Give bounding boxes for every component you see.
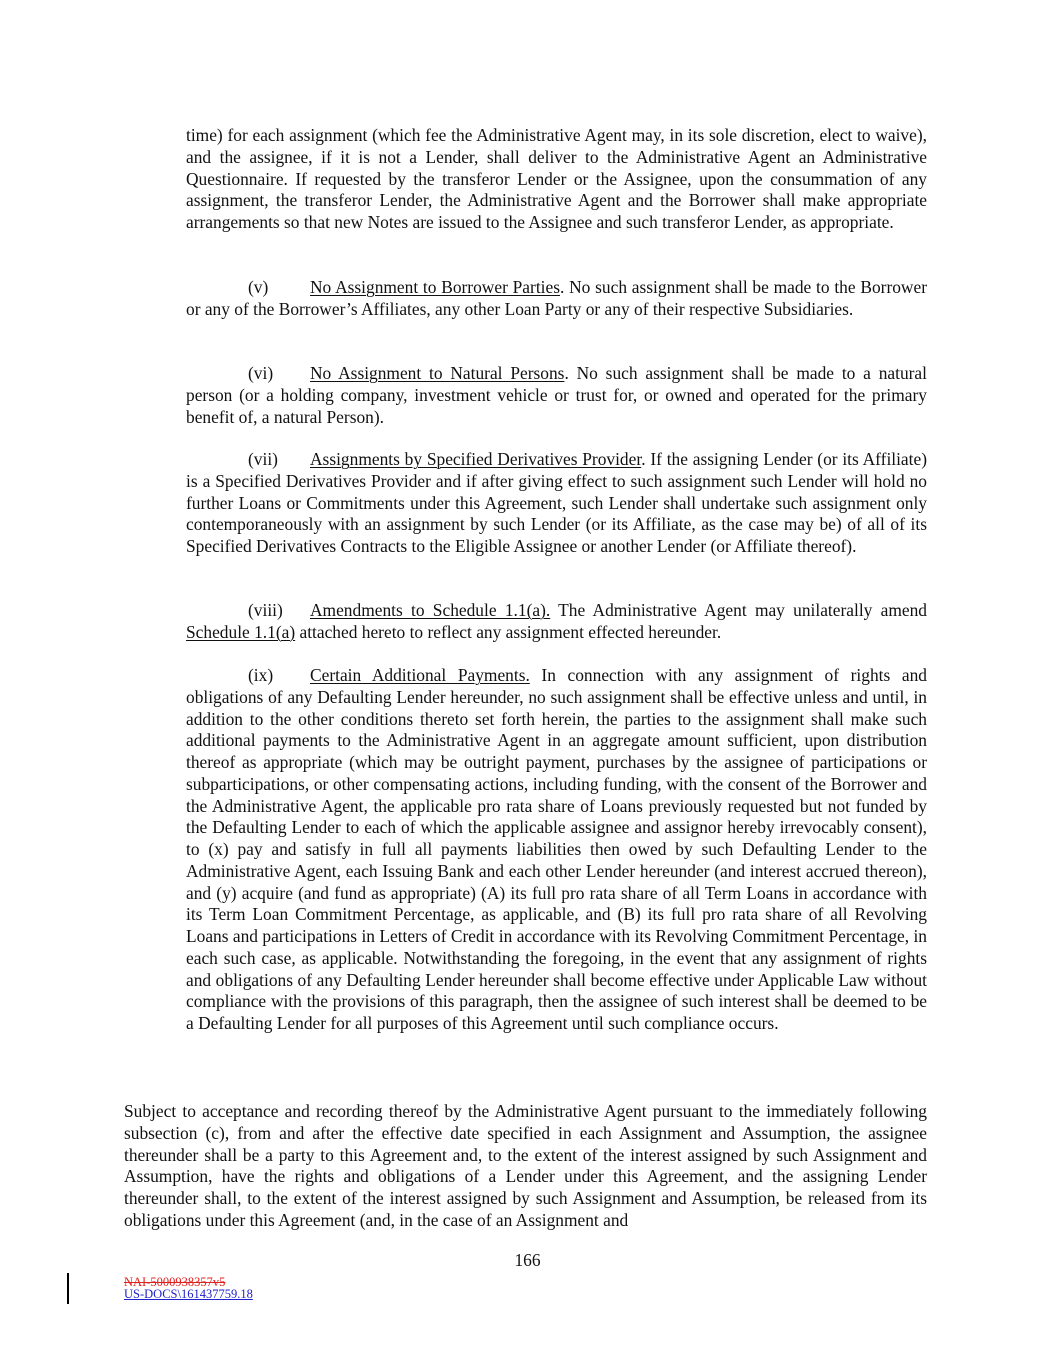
clause-ix-body: In connection with any assignment of rights and obligations of any Defaulting Lender hereunder, no such assignment shall be effective unless and until, in addition to the other conditions thereto set forth herein, the parties to the assignment shall make such additional payments to the Administrative Agent in an aggregate amount sufficient, upon distribution thereof as appropriate (which may be outright payment, purchases by the assignee of participations or subparticipations, or other compensating actions, including funding, with the consent of the Borrower and the Administrative Agent, the applicable pro rata share of Loans previously requested but not funded by the Defaulting Lender to each of which the applicable assignee and assignor hereby irrevocably consent), to (x) pay and satisfy in full all payments liabilities then owed by such Defaulting Lender to the Administrative Agent, each Issuing Bank and each other Lender hereunder (and interest accrued thereon), and (y) acquire (and fund as appropriate) (A) its full pro rata share of all Term Loans in accordance with its Term Loan Commitment Percentage, as applicable, and (B) its full pro rata share of all Revolving Loans and participations in Letters of Credit in accordance with its Revolving Commitment Percentage, in each such case, as applicable. Notwithstanding the foregoing, in the event that any assignment of rights and obligations of any Defaulting Lender hereunder shall become effective under Applicable Law without compliance with the provisions of this paragraph, then the assignee of such interest shall be deemed to be a Defaulting Lender for all purposes of this Agreement until such compliance occurs. — [186, 665, 927, 1033]
clause-viii-label: (viii) — [248, 600, 283, 620]
clause-ix — [186, 665, 927, 1035]
clause-vii — [186, 449, 927, 558]
clause-v-label: (v) — [248, 277, 269, 297]
clause-vi-heading-suffix: . — [564, 363, 569, 383]
revision-change-bar — [67, 1273, 69, 1304]
clause-v — [186, 277, 927, 321]
page-number: 166 — [514, 1250, 541, 1270]
paragraph-intro-continuation: time) for each assignment (which fee the Administrative Agent may, in its sole discretion, elect to waive), and the assignee, if it is not a Lender, shall deliver to the Administrative Agent an Administrative Questionnaire. If requested by the transferor Lender or the Assignee, upon the consummation of any assignment, the transferor Lender, the Administrative Agent and the Borrower shall make appropriate arrangements so that new Notes are issued to the Assignee and such transferor Lender, as appropriate. — [186, 125, 927, 232]
clause-viii — [186, 600, 927, 644]
deleted-document-id: NAI-5000938357v5 — [124, 1275, 226, 1289]
inserted-document-id: US-DOCS\161437759.18 — [124, 1287, 253, 1301]
clause-viii-body-start: The Administrative Agent may unilaterally amend — [550, 600, 927, 620]
clause-vii-label: (vii) — [248, 449, 278, 469]
clause-vii-body: If the assigning Lender (or its Affiliate) is a Specified Derivatives Provider and if after giving effect to such assignment such Lender will hold no further Loans or Commitments under this Agreement, such Lender shall undertake such assignment only contemporaneously with an assignment by such Lender (or its Affiliate, as the case may be) of all of its Specified Derivatives Contracts to the Eligible Assignee or another Lender (or Affiliate thereof). — [186, 449, 927, 556]
clause-v-heading-suffix: . — [559, 277, 565, 297]
clause-ix-heading: Certain Additional Payments. — [310, 665, 530, 685]
clause-v-body: No such assignment shall be made to the Borrower or any of the Borrower’s Affiliates, any other Loan Party or any of their respective Subsidiaries. — [186, 277, 928, 319]
clause-ix-label: (ix) — [248, 665, 274, 685]
paragraph-assignment-effect: Subject to acceptance and recording thereof by the Administrative Agent pursuant to the immediately following subsection (c), from and after the effective date specified in each Assignment and Assumption, the assignee thereunder shall be a party to this Agreement and, to the extent of the interest assigned by such Assignment and Assumption, have the rights and obligations of a Lender under this Agreement, and the assigning Lender thereunder shall, to the extent of the interest assigned by such Assignment and Assumption, be released from its obligations under this Agreement (and, in the case of an Assignment and — [124, 1101, 927, 1230]
clause-vi-body: No such assignment shall be made to a natural person (or a holding company, investment vehicle or trust for, or owned and operated for the primary benefit of, a natural Person). — [186, 363, 927, 427]
clause-vi-heading: No Assignment to Natural Persons — [310, 363, 565, 383]
clause-vi — [186, 363, 927, 428]
clause-viii-body-end: attached hereto to reflect any assignment effected hereunder. — [295, 621, 722, 642]
clause-v-heading: No Assignment to Borrower Parties — [310, 277, 560, 297]
clause-vii-heading: Assignments by Specified Derivatives Provider — [310, 449, 642, 469]
footer-document-ids — [124, 1276, 253, 1300]
schedule-reference-link: Schedule 1.1(a) — [186, 621, 296, 642]
clause-vii-heading-suffix: . — [641, 449, 646, 469]
clause-viii-heading: Amendments to Schedule 1.1(a). — [310, 600, 551, 620]
clause-vi-label: (vi) — [248, 363, 274, 383]
